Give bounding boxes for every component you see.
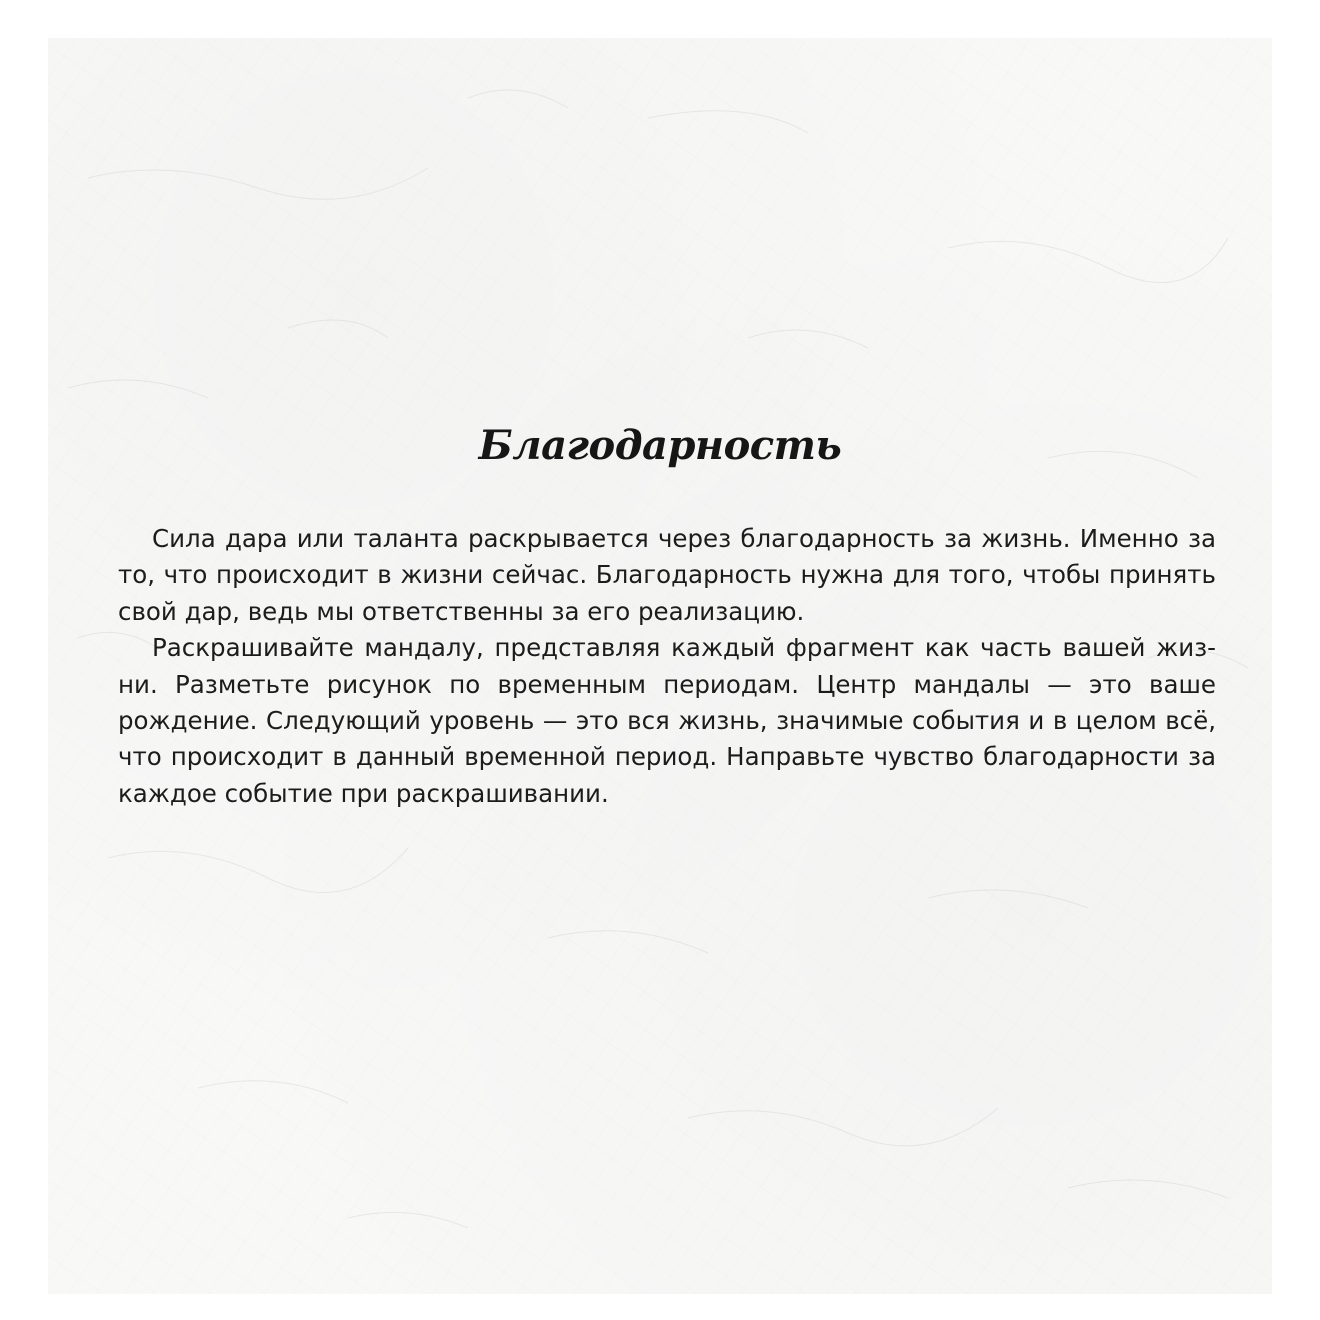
paragraph-1: Сила дара или таланта раскрывается через благодарность за жизнь. Именно за то, что происходит в жизни сейчас. Благодарность нужна для того, чтобы принять свой дар, ведь мы ответственны за его реализацию. [118, 524, 1216, 626]
paragraph-2: Раскрашивайте мандалу, представляя каждый фрагмент как часть вашей жизни. Разметьте рисунок по временным периодам. Центр мандалы — это ваше рождение. Следующий уровень — это вся жизнь, значимые события и в целом всё, что происходит в данный временной период. Направьте чувство благодарности за каждое событие при раскрашивании. [118, 633, 1216, 808]
book-page [48, 38, 1272, 1294]
body-text [118, 521, 1216, 812]
page-title: Благодарность [478, 422, 842, 469]
